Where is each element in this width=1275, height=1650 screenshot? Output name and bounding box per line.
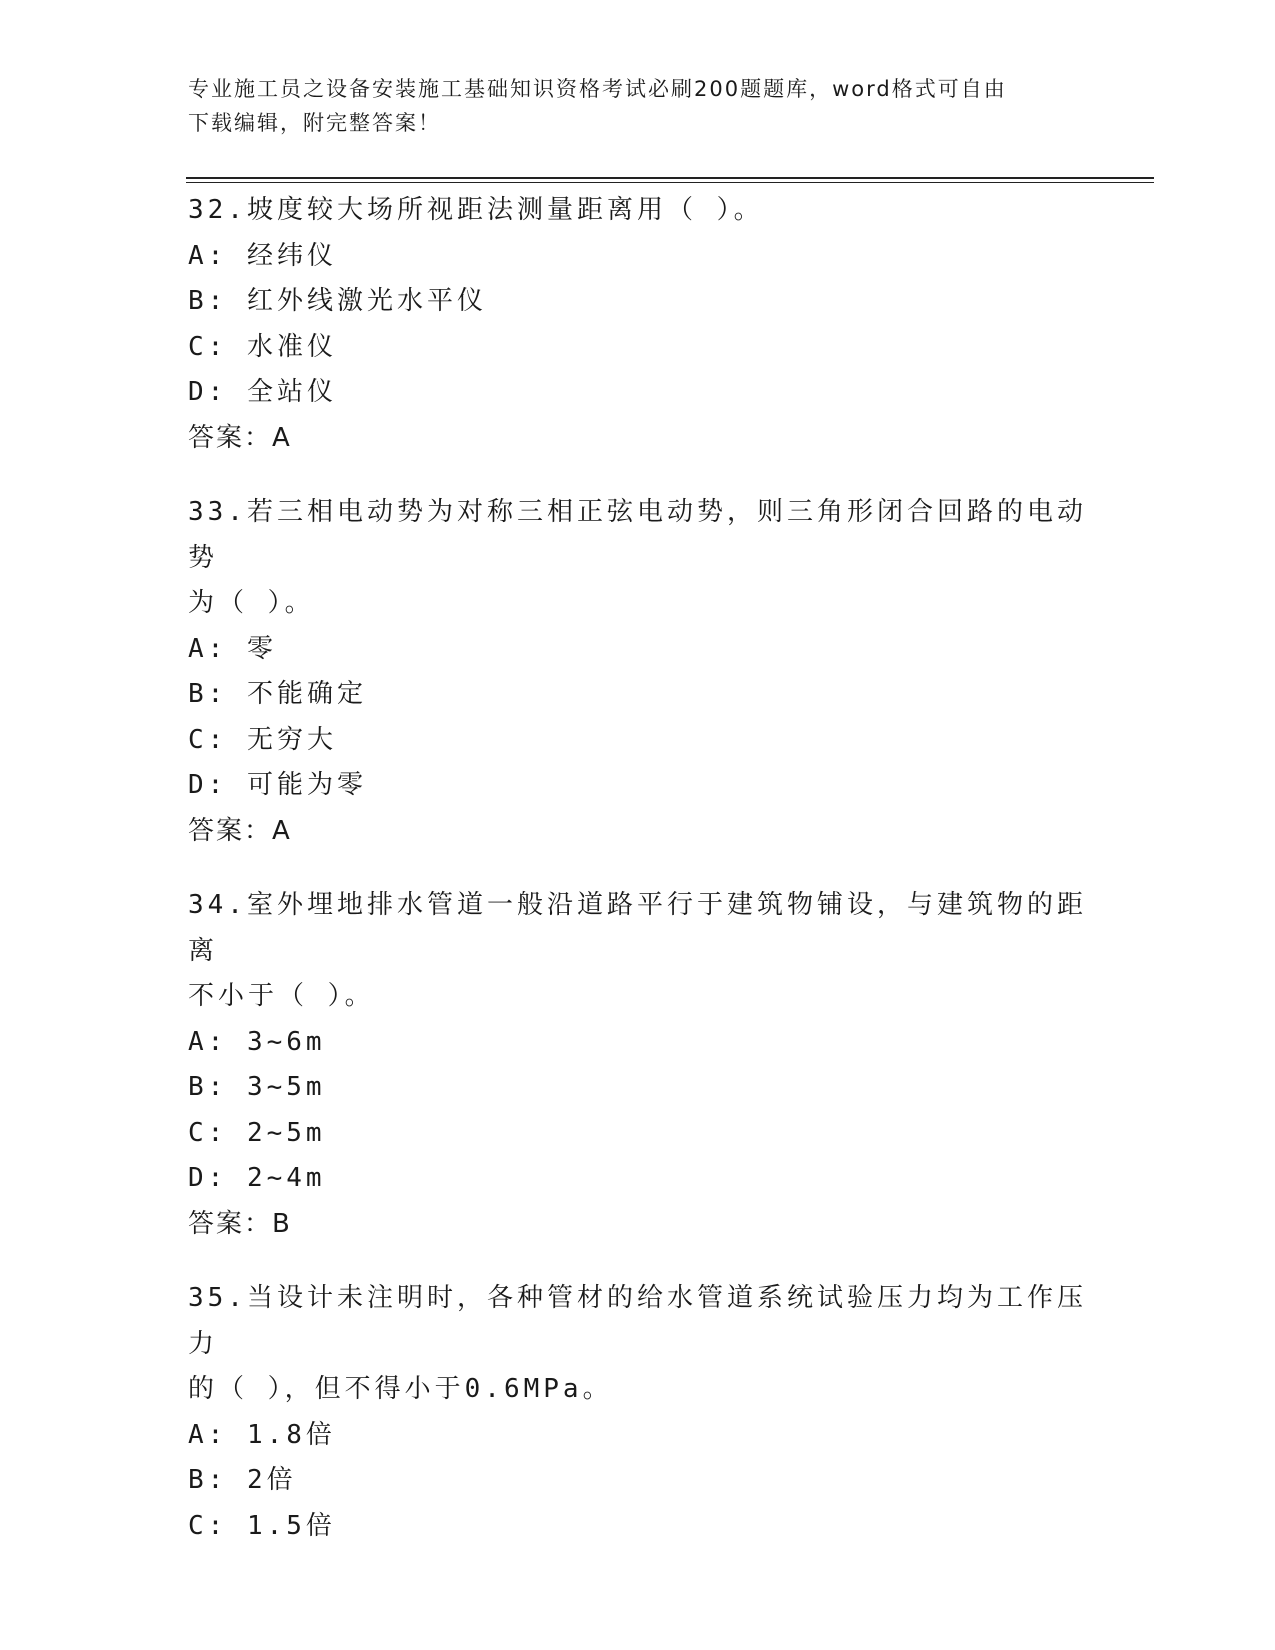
option-d: D: 2~4m <box>188 1163 326 1193</box>
question-stem: 33.若三相电动势为对称三相正弦电动势，则三角形闭合回路的电动势 <box>188 497 1087 573</box>
question-34 <box>188 883 1088 1247</box>
header-divider-thick <box>186 177 1154 179</box>
option-b: B: 不能确定 <box>188 679 367 709</box>
document-header <box>188 72 1068 140</box>
question-list <box>188 188 1088 1578</box>
header-line-1: 专业施工员之设备安装施工基础知识资格考试必刷200题题库，word格式可自由 <box>188 77 1007 101</box>
option-d: D: 全站仪 <box>188 377 337 407</box>
answer-line: 答案：A <box>188 422 292 453</box>
question-33 <box>188 490 1088 854</box>
question-stem-continued: 不小于（ ）。 <box>188 981 375 1011</box>
header-divider-thin <box>186 182 1154 183</box>
option-c: C: 水准仪 <box>188 331 337 362</box>
question-35 <box>188 1276 1088 1549</box>
option-a: A: 1.8倍 <box>188 1419 336 1450</box>
option-a: A: 3~6m <box>188 1026 326 1057</box>
option-b: B: 3~5m <box>188 1072 326 1102</box>
option-d: D: 可能为零 <box>188 770 367 800</box>
question-stem-continued: 为（ ）。 <box>188 588 315 618</box>
option-a: A: 经纬仪 <box>188 240 337 271</box>
question-32 <box>188 188 1088 461</box>
header-line-2: 下载编辑，附完整答案！ <box>188 111 441 135</box>
answer-line: 答案：B <box>188 1208 292 1239</box>
option-b: B: 红外线激光水平仪 <box>188 286 487 316</box>
option-c: C: 2~5m <box>188 1117 326 1148</box>
option-c: C: 无穷大 <box>188 724 337 755</box>
question-stem: 32.坡度较大场所视距法测量距离用（ ）。 <box>188 195 764 225</box>
answer-line: 答案：A <box>188 815 292 846</box>
option-c: C: 1.5倍 <box>188 1510 336 1541</box>
question-stem-continued: 的（ ），但不得小于0.6MPa。 <box>188 1374 613 1404</box>
option-b: B: 2倍 <box>188 1465 297 1495</box>
question-stem: 35.当设计未注明时，各种管材的给水管道系统试验压力均为工作压力 <box>188 1283 1087 1359</box>
option-a: A: 零 <box>188 633 277 664</box>
question-stem: 34.室外埋地排水管道一般沿道路平行于建筑物铺设，与建筑物的距离 <box>188 890 1087 966</box>
